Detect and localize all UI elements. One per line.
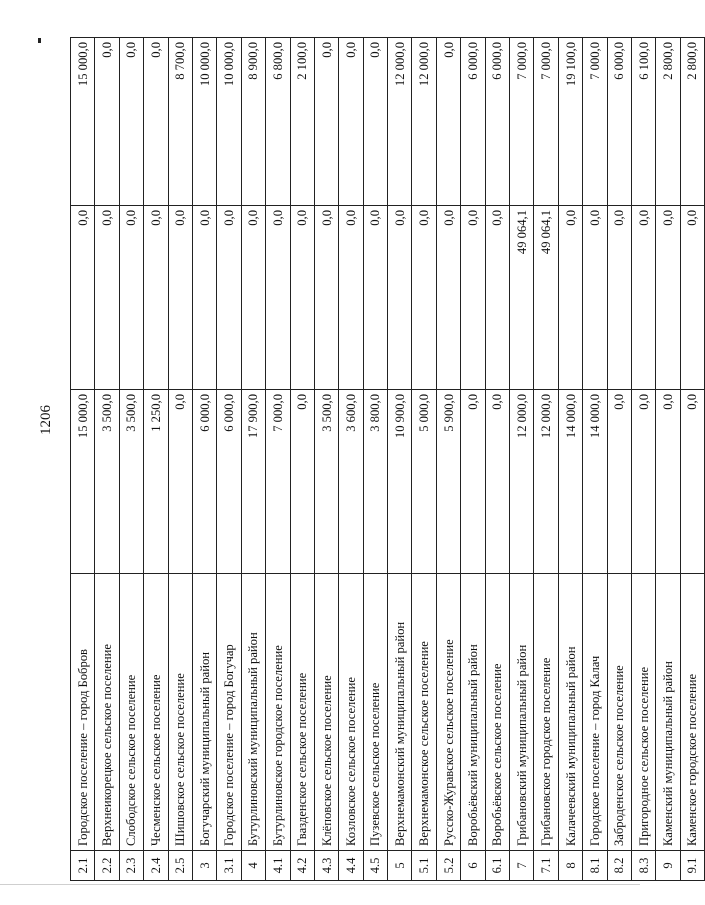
municipality-name-cell: Чесменское сельское поселение <box>144 574 168 851</box>
amount-cell-2: 0,0 <box>583 206 607 390</box>
row-number-cell: 2.4 <box>144 851 168 881</box>
amount-cell-1: 14 000,0 <box>583 390 607 574</box>
amount-cell-3: 6 100,0 <box>631 38 655 206</box>
table-row <box>95 38 119 881</box>
amount-cell-3: 0,0 <box>436 38 460 206</box>
amount-cell-1: 10 900,0 <box>388 390 412 574</box>
table-container <box>70 38 700 881</box>
table-row <box>168 38 192 881</box>
page-number: 1206 <box>38 405 54 435</box>
row-number-cell: 8 <box>558 851 582 881</box>
amount-cell-3: 8 900,0 <box>241 38 265 206</box>
municipality-name-cell: Городское поселение – город Калач <box>583 574 607 851</box>
amount-cell-1: 3 500,0 <box>95 390 119 574</box>
row-number-cell: 6 <box>461 851 485 881</box>
row-number-cell: 2.1 <box>71 851 95 881</box>
amount-cell-1: 0,0 <box>656 390 680 574</box>
amount-cell-2: 49 064,1 <box>510 206 534 390</box>
table-row <box>510 38 534 881</box>
amount-cell-2: 0,0 <box>266 206 290 390</box>
amount-cell-2: 0,0 <box>144 206 168 390</box>
amount-cell-2: 0,0 <box>119 206 143 390</box>
municipality-name-cell: Верхнеикорецкое сельское поселение <box>95 574 119 851</box>
amount-cell-3: 10 000,0 <box>217 38 241 206</box>
row-number-cell: 8.1 <box>583 851 607 881</box>
amount-cell-2: 0,0 <box>217 206 241 390</box>
amount-cell-1: 0,0 <box>290 390 314 574</box>
amount-cell-1: 5 000,0 <box>412 390 436 574</box>
municipality-name-cell: Каменский муниципальный район <box>656 574 680 851</box>
amount-cell-3: 6 800,0 <box>266 38 290 206</box>
municipality-name-cell: Русско-Журавское сельское поселение <box>436 574 460 851</box>
municipality-name-cell: Бутурлиновский муниципальный район <box>241 574 265 851</box>
row-number-cell: 8.3 <box>631 851 655 881</box>
amount-cell-3: 12 000,0 <box>412 38 436 206</box>
amount-cell-2: 0,0 <box>485 206 509 390</box>
amount-cell-3: 7 000,0 <box>534 38 558 206</box>
table-row <box>192 38 216 881</box>
amount-cell-1: 15 000,0 <box>71 390 95 574</box>
amount-cell-1: 14 000,0 <box>558 390 582 574</box>
budget-table <box>70 37 705 881</box>
amount-cell-2: 0,0 <box>290 206 314 390</box>
table-row <box>290 38 314 881</box>
amount-cell-3: 2 100,0 <box>290 38 314 206</box>
municipality-name-cell: Клёповское сельское поселение <box>314 574 338 851</box>
table-row <box>631 38 655 881</box>
amount-cell-3: 2 800,0 <box>680 38 704 206</box>
amount-cell-3: 0,0 <box>144 38 168 206</box>
amount-cell-3: 15 000,0 <box>71 38 95 206</box>
amount-cell-1: 3 500,0 <box>314 390 338 574</box>
row-number-cell: 2.3 <box>119 851 143 881</box>
municipality-name-cell: Шишовское сельское поселение <box>168 574 192 851</box>
table-row <box>436 38 460 881</box>
row-number-cell: 2.2 <box>95 851 119 881</box>
amount-cell-2: 0,0 <box>95 206 119 390</box>
amount-cell-1: 6 000,0 <box>217 390 241 574</box>
municipality-name-cell: Пригородное сельское поселение <box>631 574 655 851</box>
amount-cell-2: 0,0 <box>461 206 485 390</box>
amount-cell-3: 0,0 <box>95 38 119 206</box>
amount-cell-3: 7 000,0 <box>510 38 534 206</box>
row-number-cell: 9 <box>656 851 680 881</box>
amount-cell-3: 2 800,0 <box>656 38 680 206</box>
row-number-cell: 3 <box>192 851 216 881</box>
table-row <box>558 38 582 881</box>
amount-cell-1: 1 250,0 <box>144 390 168 574</box>
row-number-cell: 5 <box>388 851 412 881</box>
table-row <box>583 38 607 881</box>
table-row <box>241 38 265 881</box>
row-number-cell: 6.1 <box>485 851 509 881</box>
municipality-name-cell: Верхнемамонский муниципальный район <box>388 574 412 851</box>
amount-cell-1: 3 800,0 <box>363 390 387 574</box>
row-number-cell: 4.4 <box>339 851 363 881</box>
amount-cell-2: 0,0 <box>412 206 436 390</box>
amount-cell-2: 0,0 <box>71 206 95 390</box>
table-row <box>71 38 95 881</box>
amount-cell-2: 0,0 <box>363 206 387 390</box>
municipality-name-cell: Пузевское сельское поселение <box>363 574 387 851</box>
amount-cell-1: 0,0 <box>607 390 631 574</box>
row-number-cell: 5.1 <box>412 851 436 881</box>
table-row <box>680 38 704 881</box>
row-number-cell: 2.5 <box>168 851 192 881</box>
municipality-name-cell: Калачеевский муниципальный район <box>558 574 582 851</box>
amount-cell-2: 0,0 <box>680 206 704 390</box>
amount-cell-1: 0,0 <box>168 390 192 574</box>
amount-cell-2: 0,0 <box>388 206 412 390</box>
table-row <box>534 38 558 881</box>
amount-cell-3: 6 000,0 <box>461 38 485 206</box>
municipality-name-cell: Бутурлиновское городское поселение <box>266 574 290 851</box>
amount-cell-2: 0,0 <box>192 206 216 390</box>
row-number-cell: 4.5 <box>363 851 387 881</box>
table-row <box>266 38 290 881</box>
table-row <box>485 38 509 881</box>
row-number-cell: 7.1 <box>534 851 558 881</box>
amount-cell-2: 49 064,1 <box>534 206 558 390</box>
row-number-cell: 8.2 <box>607 851 631 881</box>
table-row <box>339 38 363 881</box>
rotated-table-frame <box>70 38 700 881</box>
row-number-cell: 4 <box>241 851 265 881</box>
amount-cell-3: 0,0 <box>119 38 143 206</box>
amount-cell-3: 12 000,0 <box>388 38 412 206</box>
amount-cell-3: 8 700,0 <box>168 38 192 206</box>
municipality-name-cell: Грибановский муниципальный район <box>510 574 534 851</box>
amount-cell-1: 5 900,0 <box>436 390 460 574</box>
row-number-cell: 3.1 <box>217 851 241 881</box>
municipality-name-cell: Воробьёвское сельское поселение <box>485 574 509 851</box>
amount-cell-3: 6 000,0 <box>607 38 631 206</box>
amount-cell-1: 0,0 <box>461 390 485 574</box>
municipality-name-cell: Гвазденское сельское поселение <box>290 574 314 851</box>
municipality-name-cell: Заброденское сельское поселение <box>607 574 631 851</box>
amount-cell-1: 0,0 <box>680 390 704 574</box>
amount-cell-2: 0,0 <box>241 206 265 390</box>
amount-cell-2: 0,0 <box>314 206 338 390</box>
municipality-name-cell: Слободское сельское поселение <box>119 574 143 851</box>
amount-cell-2: 0,0 <box>631 206 655 390</box>
amount-cell-3: 6 000,0 <box>485 38 509 206</box>
table-row <box>412 38 436 881</box>
amount-cell-3: 0,0 <box>339 38 363 206</box>
amount-cell-2: 0,0 <box>607 206 631 390</box>
row-number-cell: 9.1 <box>680 851 704 881</box>
stray-mark <box>38 38 41 43</box>
amount-cell-2: 0,0 <box>436 206 460 390</box>
table-row <box>217 38 241 881</box>
amount-cell-3: 7 000,0 <box>583 38 607 206</box>
municipality-name-cell: Городское поселение – город Бобров <box>71 574 95 851</box>
municipality-name-cell: Грибановское городское поселение <box>534 574 558 851</box>
amount-cell-1: 3 600,0 <box>339 390 363 574</box>
amount-cell-2: 0,0 <box>339 206 363 390</box>
amount-cell-1: 12 000,0 <box>534 390 558 574</box>
amount-cell-3: 19 100,0 <box>558 38 582 206</box>
table-row <box>144 38 168 881</box>
amount-cell-1: 12 000,0 <box>510 390 534 574</box>
amount-cell-2: 0,0 <box>656 206 680 390</box>
table-body <box>71 38 705 881</box>
page-divider <box>0 884 640 885</box>
amount-cell-1: 7 000,0 <box>266 390 290 574</box>
municipality-name-cell: Верхнемамонское сельское поселение <box>412 574 436 851</box>
row-number-cell: 4.2 <box>290 851 314 881</box>
amount-cell-1: 0,0 <box>631 390 655 574</box>
amount-cell-2: 0,0 <box>558 206 582 390</box>
amount-cell-1: 17 900,0 <box>241 390 265 574</box>
municipality-name-cell: Богучарский муниципальный район <box>192 574 216 851</box>
amount-cell-1: 3 500,0 <box>119 390 143 574</box>
municipality-name-cell: Козловское сельское поселение <box>339 574 363 851</box>
row-number-cell: 5.2 <box>436 851 460 881</box>
table-row <box>119 38 143 881</box>
row-number-cell: 7 <box>510 851 534 881</box>
table-row <box>656 38 680 881</box>
amount-cell-2: 0,0 <box>168 206 192 390</box>
municipality-name-cell: Городское поселение – город Богучар <box>217 574 241 851</box>
table-row <box>363 38 387 881</box>
table-row <box>461 38 485 881</box>
amount-cell-1: 6 000,0 <box>192 390 216 574</box>
municipality-name-cell: Каменское городское поселение <box>680 574 704 851</box>
table-row <box>607 38 631 881</box>
row-number-cell: 4.1 <box>266 851 290 881</box>
municipality-name-cell: Воробьёвский муниципальный район <box>461 574 485 851</box>
amount-cell-3: 0,0 <box>363 38 387 206</box>
amount-cell-1: 0,0 <box>485 390 509 574</box>
table-row <box>314 38 338 881</box>
table-row <box>388 38 412 881</box>
amount-cell-3: 10 000,0 <box>192 38 216 206</box>
row-number-cell: 4.3 <box>314 851 338 881</box>
amount-cell-3: 0,0 <box>314 38 338 206</box>
